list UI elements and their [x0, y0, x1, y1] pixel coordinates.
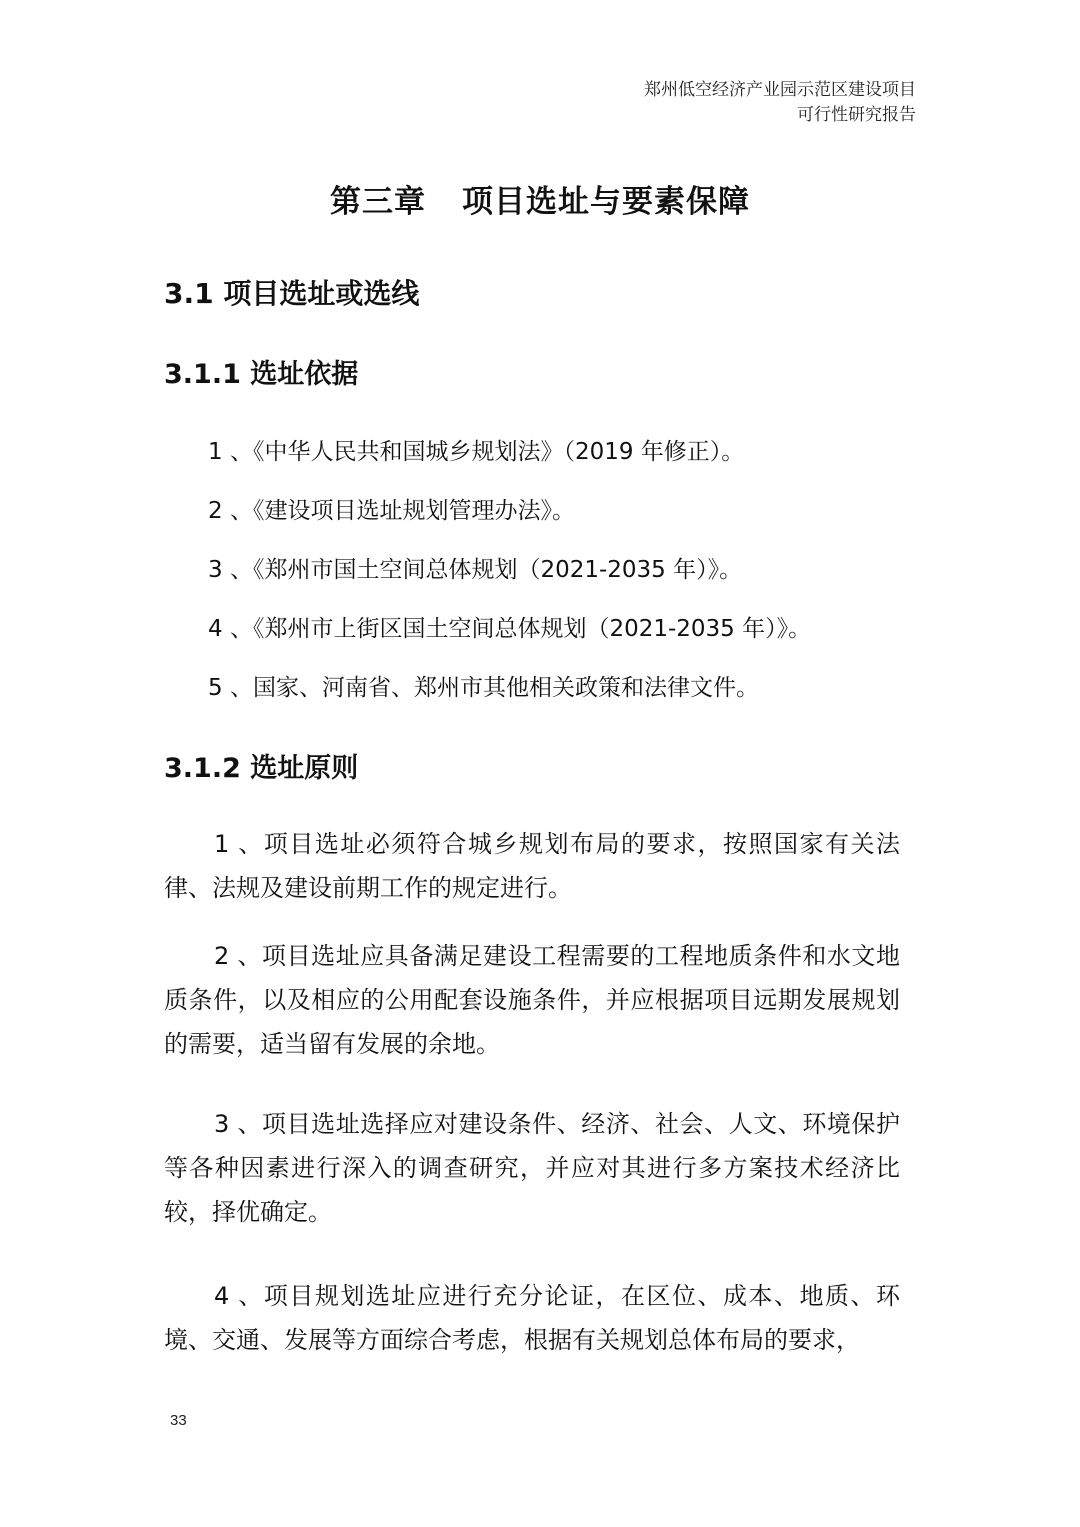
chapter-title: [0, 176, 1080, 221]
section-heading: 3.1 项目选址或选线: [164, 277, 420, 310]
list-item: 4 、《郑州市上街区国土空间总体规划（2021-2035 年）》。: [208, 616, 812, 642]
list-item: 3 、《郑州市国土空间总体规划（2021-2035 年）》。: [208, 557, 743, 583]
basis-list: [208, 432, 811, 727]
list-item: 1 、《中华人民共和国城乡规划法》（2019 年修正）。: [208, 439, 745, 465]
subsection-heading-principles: 3.1.2 选址原则: [164, 753, 359, 784]
principle-paragraph: 4 、项目规划选址应进行充分论证，在区位、成本、地质、环境、交通、发展等方面综合考虑，根据有关规划总体布局的要求，: [164, 1282, 900, 1354]
list-item: 2 、《建设项目选址规划管理办法》。: [208, 498, 575, 524]
principle-paragraph: 1 、项目选址必须符合城乡规划布局的要求，按照国家有关法律、法规及建设前期工作的规定进行。: [164, 830, 900, 902]
list-item: 5 、国家、河南省、郑州市其他相关政策和法律文件。: [208, 675, 759, 701]
principle-paragraph: 2 、项目选址应具备满足建设工程需要的工程地质条件和水文地质条件，以及相应的公用配套设施条件，并应根据项目远期发展规划的需要，适当留有发展的余地。: [164, 942, 900, 1058]
chapter-number: 第三章: [330, 184, 426, 220]
running-header: [644, 78, 916, 128]
principle-paragraph: 3 、项目选址选择应对建设条件、经济、社会、人文、环境保护等各种因素进行深入的调查研究，并应对其进行多方案技术经济比较，择优确定。: [164, 1110, 900, 1226]
header-project-name: 郑州低空经济产业园示范区建设项目: [644, 80, 916, 100]
page-number: 33: [170, 1412, 187, 1429]
header-report-type: 可行性研究报告: [797, 105, 916, 125]
chapter-name: 项目选址与要素保障: [462, 184, 750, 220]
subsection-heading-basis: 3.1.1 选址依据: [164, 359, 359, 390]
